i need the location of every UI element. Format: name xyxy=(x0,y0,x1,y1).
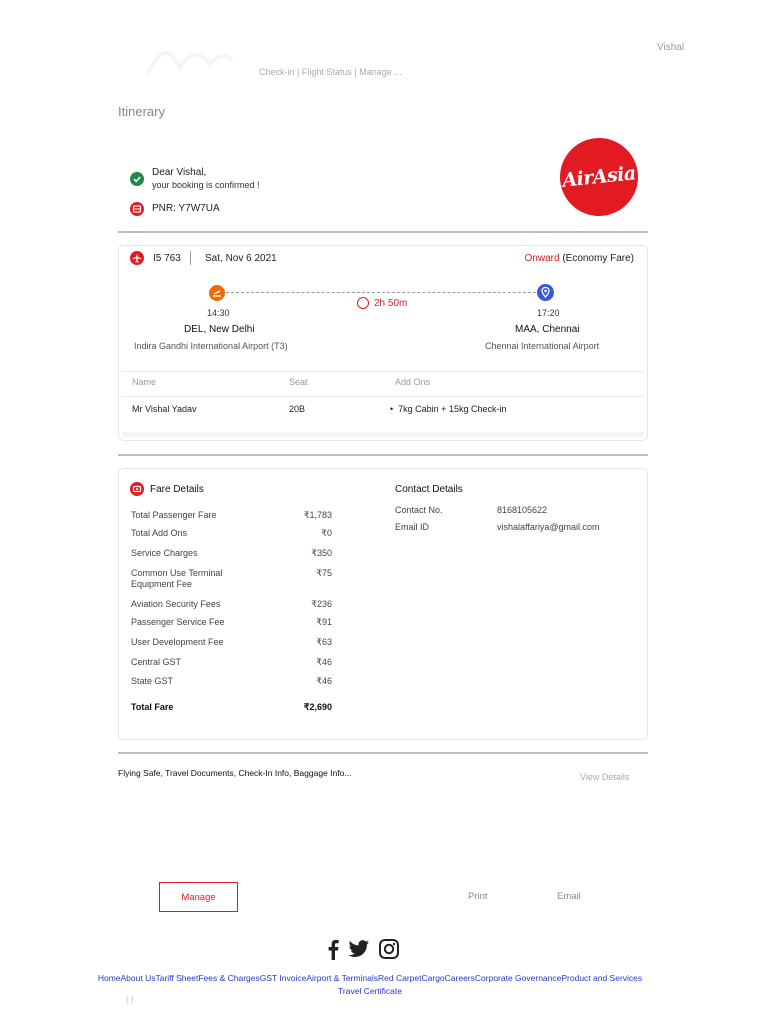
fare-value: ₹91 xyxy=(316,617,332,627)
passenger-name: Mr Vishal Yadav xyxy=(132,404,197,414)
footer-link-products[interactable]: Product and Services xyxy=(561,973,643,983)
fare-value: ₹46 xyxy=(316,676,332,686)
fare-value: ₹0 xyxy=(321,528,332,538)
footer-link-gst[interactable]: GST Invoice xyxy=(259,973,307,983)
footer-link-home[interactable]: Home xyxy=(97,973,121,983)
arrival-airport: Chennai International Airport xyxy=(485,341,600,351)
total-fare-label: Total Fare xyxy=(131,702,174,712)
facebook-icon[interactable] xyxy=(326,938,340,965)
pnr: PNR: Y7W7UA xyxy=(152,203,220,214)
fare-label: User Development Fee xyxy=(131,637,224,647)
divider xyxy=(118,231,648,233)
twitter-icon[interactable] xyxy=(348,940,370,963)
contact-details-title: Contact Details xyxy=(395,484,463,495)
duration-text: 2h 50m xyxy=(374,297,408,309)
arrival-time: 17:20 xyxy=(537,308,560,318)
flight-date: Sat, Nov 6 2021 xyxy=(205,253,277,264)
fare-label-continued: Equipment Fee xyxy=(131,579,193,589)
fare-type xyxy=(525,253,634,264)
fare-label: Common Use Terminal xyxy=(131,568,223,578)
fare-label: Total Add Ons xyxy=(131,528,188,538)
duration xyxy=(357,297,407,309)
table-footer xyxy=(122,432,644,438)
manage-button[interactable]: Manage xyxy=(159,882,238,912)
email-button[interactable]: Email xyxy=(557,891,581,902)
fare-label: Central GST xyxy=(131,657,182,667)
fare-label: Aviation Security Fees xyxy=(131,599,221,609)
col-seat: Seat xyxy=(289,377,308,387)
top-nav[interactable]: Check-in | Flight Status | Manage ... xyxy=(259,67,402,77)
footer-link-travel-certificate[interactable]: Travel Certificate xyxy=(338,986,402,996)
fare-value: ₹1,783 xyxy=(303,510,332,520)
fare-label: Total Passenger Fare xyxy=(131,510,217,520)
fare-label: State GST xyxy=(131,676,174,686)
footer-link-red-carpet[interactable]: Red Carpet xyxy=(378,973,422,983)
separator xyxy=(190,251,191,265)
flight-number: I5 763 xyxy=(153,253,181,264)
contact-email[interactable]: vishalaffariya@gmail.com xyxy=(497,522,600,532)
page-title: Itinerary xyxy=(118,104,165,119)
fare-value: ₹63 xyxy=(316,637,332,647)
footer-link-tariff[interactable]: Tariff Sheet xyxy=(155,973,199,983)
divider xyxy=(118,454,648,456)
footer-link-cargo[interactable]: Cargo xyxy=(421,973,445,983)
clock-icon xyxy=(357,297,369,309)
footer-links xyxy=(70,972,670,998)
footer-link-fees[interactable]: Fees & Charges xyxy=(198,973,260,983)
greeting: Dear Vishal, xyxy=(152,167,207,178)
fare-value: ₹75 xyxy=(316,568,332,578)
faded-logo xyxy=(140,40,235,82)
user-name[interactable]: Vishal xyxy=(657,42,685,53)
passenger-table-header xyxy=(122,371,644,397)
departure-time: 14:30 xyxy=(207,308,230,318)
booking-status: your booking is confirmed ! xyxy=(152,180,260,190)
divider xyxy=(118,752,648,754)
fare-value: ₹236 xyxy=(311,599,332,609)
arrival-city: MAA, Chennai xyxy=(515,324,580,335)
location-pin-icon xyxy=(537,284,554,301)
rupee-icon xyxy=(130,482,144,496)
addons-text: 7kg Cabin + 15kg Check-in xyxy=(398,404,507,414)
flight-icon xyxy=(130,251,144,265)
takeoff-icon xyxy=(209,285,225,301)
departure-city: DEL, New Delhi xyxy=(184,324,255,335)
fare-details-title: Fare Details xyxy=(150,484,204,495)
contact-email-label: Email ID xyxy=(395,522,430,532)
direction-label: Onward xyxy=(524,253,560,264)
departure-airport: Indira Gandhi International Airport (T3) xyxy=(134,341,288,351)
col-addons: Add Ons xyxy=(395,377,431,387)
view-details-link[interactable]: View Details xyxy=(580,772,630,782)
print-button[interactable]: Print xyxy=(468,891,488,902)
col-name: Name xyxy=(132,377,157,387)
check-circle-icon xyxy=(130,172,144,186)
fare-label: Service Charges xyxy=(131,548,198,558)
footer-link-governance[interactable]: Corporate Governance xyxy=(474,973,562,983)
instagram-icon[interactable] xyxy=(378,938,400,965)
route-line xyxy=(226,292,536,293)
ticket-icon xyxy=(130,202,144,216)
fare-label: Passenger Service Fee xyxy=(131,617,225,627)
social-links xyxy=(326,938,400,965)
info-summary: Flying Safe, Travel Documents, Check-In Info, Baggage Info... xyxy=(118,768,352,778)
footer-link-careers[interactable]: Careers xyxy=(444,973,475,983)
contact-phone-label: Contact No. xyxy=(395,505,443,515)
total-fare-value: ₹2,690 xyxy=(303,702,332,712)
fare-class: (Economy Fare) xyxy=(562,253,634,264)
fare-value: ₹46 xyxy=(316,657,332,667)
airasia-logo: AirAsia xyxy=(556,134,642,220)
footer-link-airport[interactable]: Airport & Terminals xyxy=(306,973,379,983)
footer-faint-text: ( ) xyxy=(126,995,134,1004)
footer-link-about[interactable]: About Us xyxy=(120,973,156,983)
passenger-seat: 20B xyxy=(289,404,306,414)
contact-phone: 8168105622 xyxy=(497,505,548,515)
fare-value: ₹350 xyxy=(311,548,332,558)
passenger-addons: • 7kg Cabin + 15kg Check-in xyxy=(390,404,507,414)
